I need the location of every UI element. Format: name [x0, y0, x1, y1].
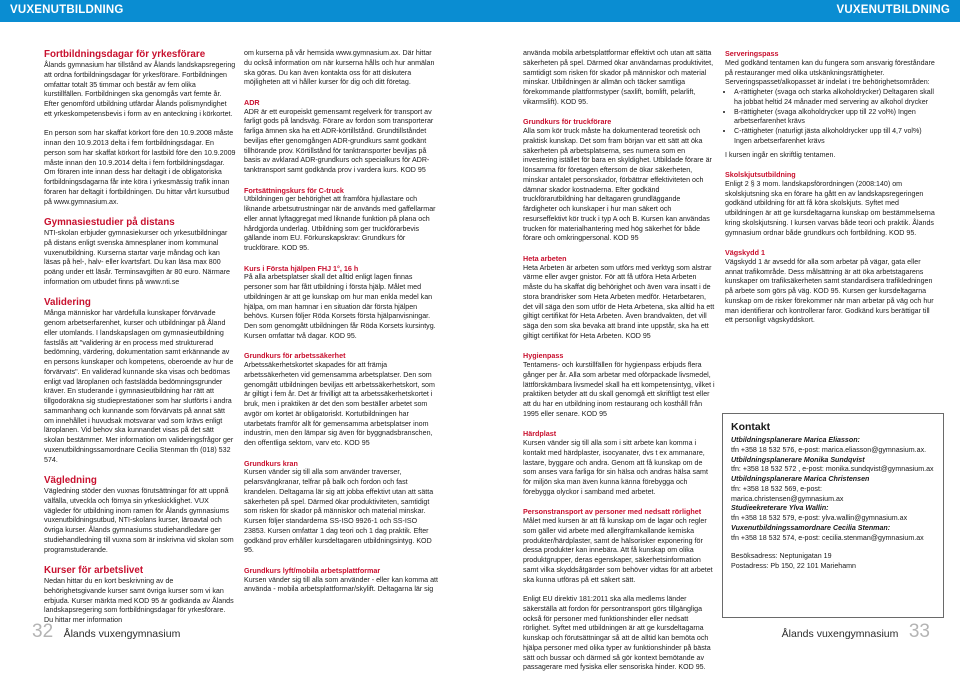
- paragraph: Arbetssäkerhetskortet skapades för att främja arbetssäkerheten vid gemensamma arbetsplatser. Den som genomgått utbildningen beviljas ett arbetssäkerhetskort, som är giltigt i fem år. Det är frivilligt att ta arbetssäkerhetskortet i bruk, men i praktiken är det den som beställer arbetet som avgör om kortet är obligatoriskt. Kortutbildningen har utarbetats framför allt för gemensamma arbetsplatser inom industrin, men den lämpar sig även för byggnadsbranschen, den offentliga sektorn, varv etc. KOD 95: [244, 361, 435, 447]
- paragraph: Målet med kursen är att få kunskap om de lagar och regler som gäller vid arbete med allergiframkallande kemiska produkter/härdplaster, samt de hälsorisker exponering för dessa produkter kan innebära. Att få kunskap om olika produktgrupper, deras egenskaper, säkerhetsinformation samt vilka skyddsåtgärder som behöver vidtas för att arbetet ska kunna utföras på ett säkert sätt.: [523, 517, 713, 584]
- heading-lyft: Grundkurs lyft/mobila arbetsplattformar: [244, 565, 381, 575]
- paragraph: Heta Arbeten är arbeten som utförs med verktyg som alstrar värme eller avger gnistor. För att få utföra Heta Arbeten måste du ha skaffat dig behörighet och även vara insatt i de stora brandrisker som Heta Arbeten medför. Hetarbetaren, det vill säga den som utför de Heta Arbetena, ska alltid ha ett giltigt certifikat för Heta Arbeten. Även brandvakten, det vill säga den som ska bevaka att brand inte uppstår, ska ha ett giltigt certifikat för Heta Arbeten. KOD 95: [523, 263, 715, 340]
- paragraph: På alla arbetsplatser skall det alltid enligt lagen finnas personer som har fått utbildning i första hjälp. Målet med utbildningen är att ge kunskap om hur man enkla medel kan hjälpa, om man hamnar i en situation där första hjälpen behövs. Kursen följer Röda Korsets första hjälpanvisningar. Den som genomgått utbildningen får Röda Korsets kursintyg. Kursen omfattar två dagar. KOD 95.: [244, 273, 436, 340]
- paragraph: om kurserna på vår hemsida www.gymnasium.ax. Där hittar du också information om när kurserna hålls och hur anmälan ska göras. Du kan även kontakta oss för att diskutera möjligheten att vi håller kurser för dig och ditt företag.: [244, 49, 435, 87]
- paragraph: Ålands gymnasium har tillstånd av Ålands landskapsregering att ordna fortbildningsdagar för yrkesförare. Fortbildningen omfattar totalt 35 timmar och består av fem olika kurstillfällen. Fortbildningen ska genomgås vart femte år. Efter genomförd utbildning utfärdar Ålands polismyndighet ett yrkeskompetensbevis i form av en anteckning i körkortet.: [44, 61, 236, 118]
- paragraph: Många människor har värdefulla kunskaper förvärvade genom arbetserfarenhet, kurser och utbildningar på Åland eller utomlands. I landskapslagen om gymnasieutbildning fastslås att "validering är en process med strukturerad bedömning, värdering, dokumentation samt erkännande av en persons kunskaper och kompetens, oberoende av hur de förvärvats". En validerad kunnande ska visas och bedömas enligt vad läroplanen och fastslädda bedömningsgrunder kräver. En studerande i gymnasieutbildning har rätt att tillgodoräkna sig studieprestationer som har slutförts i andra sammanhang och kunnande som förvärvats på annat sätt om innehållet i huvudsak motsvarar vad som krävs enligt läroplanen. Vid behov ska kunnandet visas på det sätt skolan bestämmer. Mer information om valideringsfrågor ger vuxenutbildningssamordnare Cecilia Stenman tfn (018) 532 574.: [44, 309, 234, 464]
- paragraph: Kursen vänder sig till alla som i sitt arbete kan komma i kontakt med härdplaster, isocyanater, dvs t ex ammanare, lastare, byggare och andra. Genom att få kunskap om de som anses vara farliga för sin hälsa och andras hälsa samt för miljön ska man även kunna känna förebygga och förebygga olyckor i samband med arbetet.: [523, 439, 708, 496]
- contact-box: [722, 413, 944, 618]
- paragraph: Kursen vänder sig till alla som använder - eller kan komma att använda - mobila arbetsplattformar/skylift. Deltagarna lär sig: [244, 575, 438, 594]
- list-item: • B-rättigheter (svaga alkoholdrycker upp till 22 vol%) Ingen arbetserfarenhet krävs: [734, 108, 939, 128]
- heading-truck: Grundkurs för truckförare: [523, 117, 612, 127]
- contact-name: Utbildningsplanerare Marica Eliasson:: [731, 436, 860, 444]
- paragraph: Utbildningen ger behörighet att framföra hjullastare och liknande arbetsutrustningar när de används med gaffellarmar eller annat lyftaggregat med liknande funktion på plana och hårdgjorda underlag. Utbildning som ger truckförarbevis gällande inom EU. Förkunskapskrav: Grundkurs för truckförare. KOD 95.: [244, 195, 436, 252]
- column-1: [44, 49, 236, 636]
- list-item: • A-rättigheter (svaga och starka alkoholdrycker) Deltagaren skall ha jobbat heltid 24 månader med servering av alkohol drycker: [734, 88, 939, 108]
- heading-validering: Validering: [44, 297, 91, 309]
- footer-left-text: Ålands vuxengymnasium: [63, 628, 181, 640]
- paragraph: Vägskydd 1 är avsedd för alla som arbetar på vägar, gata eller annat trafikområde. Dess målsättning är att öka arbetstagarens kunskaper om trafiksäkerheten samt standardisera trafikledningen på arbete som görs på väg. KOD 95. Kursen ger kursdeltagarna kunskap om de risker förekommer när man arbetar på väg och hur man identifierar och kontrollerar faror. Godkänd kurs berättigar till ett personligt vägskyddskort.: [725, 257, 934, 325]
- contact-details: tfn: +358 18 532 572 , e-post: monika.sundqvist@gymnasium.ax: [731, 465, 934, 474]
- heading-hygienpass: Hygienpass: [523, 351, 564, 361]
- heading-forsta-hjalpen: Kurs i Första hjälpen FHJ 1°, 16 h: [244, 263, 359, 273]
- contact-name: Utbildningsplanerare Marica Christensen: [731, 475, 870, 483]
- paragraph: Tentamens- och kurstillfällen för hygienpass erbjuds flera gånger per år. Alla som arbetar med oförpackade livsmedel, lättförskämbara livsmedel skall ha ett kompetensintyg, vilket i praktiken betyder att du skall genomgå ett skriftligt test eller att du har en utbildning inom restaurang och kosthåll från 1995 eller senare. KOD 95: [523, 361, 715, 418]
- paragraph: använda mobila arbetsplattformar effektivt och utan att sätta säkerheten på spel. Därmed ökar användarnas produktivitet, samtidigt som risken för skador på människor och material minskar. Utbildningen är allmän och täcker samtliga förekommande plattformstyper (saxlift, bomlift, pelarlift, vikarmslift). KOD 95.: [523, 49, 714, 106]
- paragraph: NTI-skolan erbjuder gymnasiekurser och yrkesutbildningar på distans enligt svenska ämnesplaner inom kommunal vuxenutbildning. Kurserna startar varje måndag och kan läsas på hel-, halv- eller kvartsfart. Du kan läsa max 800 poäng under ett läsår. Terminsavgiften är 80 euro. Närmare information om utbudet finns på www.nti.se: [44, 229, 230, 286]
- contact-details: tfn +358 18 532 574, e-post: cecilia.stenman@gymnasium.ax: [731, 533, 924, 542]
- paragraph: Vägledning stöder den vuxnas förutsättningar för att uppnå välfälla, utveckla och förnya sin yrkeskicklighet. VUX vägleder för utbildning inom ramen för Ålands gymnasiums vuxenutbildningsutbud, NTI-skolans kurser, läroavtal och övriga kurser. Ålands gymnasiums studiehandledare ger studiehandledning till vuxna som är inskrivna vid skolan som programstuderande.: [44, 487, 234, 554]
- footer-left: [32, 622, 180, 644]
- paragraph: Alla som kör truck måste ha dokumenterad teoretisk och praktisk kunskap. Det som fram början var ett sätt att öka säkerheten på arbetsplatserna, ses numera som en investering istället för bara en skyldighet. Utbildade förare är lönsamma för företagen eftersom de ökar säkerheten, minskar antalet personskador, förbättrar effektiviteten och dämnar skador kostnaderna. Efter godkänd truckförarutbildning har deltagaren grundläggande färdigheter och kunskaper i hur man säkert och resurseffektivt kör truck i typ A och B. Kursen kan användas trucken för materialhantering med hög säkerhet för både förare och omkringpersonal. KOD 95: [523, 127, 712, 243]
- paragraph: En person som har skaffat körkort före den 10.9.2008 måste innan den 10.9.2013 delta i fem fortbildningsdagar. En person som har skaffat körkort för lastbild före den 10.9.2009 måste innan den 10.9.2014 delta i fem fortbildningsdagar. Om föraren inte innan dess har deltagit i de obligatoriska fortbildningsdagarna får inte köra i yrkesmässig trafik innan föraren har deltagit i fortbildningen. Du hittar vårt kursutbud på www.gymnasium.ax.: [44, 129, 236, 206]
- contact-name: Utbildningsplanerare Monika Sundqvist: [731, 455, 865, 464]
- heading-ctruck: Fortsättningskurs för C-truck: [244, 185, 344, 195]
- contact-name: Vuxenutbildningssamordnare Cecilia Stenman:: [731, 523, 891, 532]
- postal-address: Postadress: Pb 150, 22 101 Mariehamn: [731, 562, 857, 570]
- heading-kurser: Kurser för arbetslivet: [44, 565, 144, 576]
- contact-title: Kontakt: [731, 421, 771, 433]
- list-item: • C-rättigheter (naturligt jästa alkoholdrycker upp till 4,7 vol%) Ingen arbetserfarenhet krävs: [734, 127, 939, 147]
- heading-kran: Grundkurs kran: [244, 458, 298, 468]
- contact-details: tfn: +358 18 532 569, e-post: marica.christensen@gymnasium.ax: [731, 484, 844, 503]
- paragraph: ADR är ett europeiskt gemensamt regelverk för transport av farligt gods på landsväg. Förare av fordon som transporterar farliga ämnen ska ha ett ADR-körtillstånd. Grundtillståndet beviljas efter genomgången ADR-grundkurs samt godkänt tillhörande prov. Körtillstånd för tanktransporter beviljas på basis av avklarad ADR-grundkurs och specialkurs för ADR-tanktransport samt godkända prov i vardera kurs. KOD 95: [244, 107, 434, 174]
- heading-serveringspass: Serveringspass: [725, 49, 779, 58]
- paragraph: Kursen vänder sig till alla som använder traverser, pelarsvängkranar, telfrar på balk och fordon och fast krandelen. Deltagarna lär sig att jobba effektivt utan att sätta säkerheten på spel. Därmed ökar produktiviteten, samtidigt som risken för skador på människor och material minskar. Kursen följer standarderna SS-ISO 9926-1 och SS-ISO 23853. Kursen omfattar 1 dag teori och 1 dag praktik. Efter godkänd prov erhåller kursdeltagaren utbildningsintyg. KOD 95.: [244, 468, 434, 555]
- heading-vagledning: Vägledning: [44, 475, 97, 486]
- paragraph: I kursen ingår en skriftlig tentamen.: [725, 150, 836, 159]
- paragraph: Enligt 2 § 3 mom. landskapsförordningen (2008:140) om skolskjutsning ska en förare ha gått en av landskapsregeringen godkänd utbildning för att få köra skolskjuts. Syftet med utbildningen är att ge kursdeltagarna kunskap om bestämmelserna kring skolskjutsning. I kursen varvas både teori och praktik. Ålands gymnasium ordnar både grundkurs och fortbildning. KOD 95.: [725, 179, 935, 237]
- heading-persontransport: Personstransport av personer med nedsatt rörlighet: [523, 507, 702, 517]
- heading-adr: ADR: [244, 97, 260, 107]
- contact-name: Studieekreterare Ylva Wallin:: [731, 504, 829, 513]
- bullet-list: [725, 88, 939, 147]
- paragraph: Enligt EU direktiv 181:2011 ska alla medlems länder säkerställa att fordon för persontransport görs tillgängliga också för personer med funktionshinder eller nedsatt rörlighet. Syftet med utbildningen är att ge kursdeltagarna kunskap och förutsättningar så att de alltid kan bemöta och hjälpa personer med olika typer av funktionshinder på bästa sätt och bussar och därmed så gör kontext bemötande av passagerare med fysiska eller sensoriska hinder. KOD 95.: [523, 595, 711, 672]
- heading-skolskjuts: Skolskjutsutbildning: [725, 170, 796, 179]
- heading-fortbildning: Fortbildningsdagar för yrkesförare: [44, 49, 206, 60]
- paragraph: Med godkänd tentamen kan du fungera som ansvarig föreståndare på restauranger med olika utskänkningsrättigheter. Serveringspasset/alkopasset är indelat i tre behörighetsområden:: [725, 58, 935, 87]
- paragraph: Nedan hittar du en kort beskrivning av de behörighetsgivande kurser samt övriga kurser som vi kan erbjuda. Kurser märkta med KOD 95 är godkända av Ålands landskapsregering som fortbildningsdagar för yrkesförare. Du hittar mer information: [44, 577, 234, 624]
- header-right-label: VUXENUTBILDNING: [836, 4, 950, 16]
- heading-vagskydd: Vägskydd 1: [725, 248, 765, 257]
- footer-right-text: Ålands vuxengymnasium: [781, 628, 899, 640]
- page-number-right: 33: [908, 621, 930, 642]
- contact-details: tfn +358 18 532 579, e-post: ylva.wallin@gymnasium.ax: [731, 514, 908, 522]
- heading-heta: Heta arbeten: [523, 253, 567, 263]
- heading-arbetssakerhet: Grundkurs för arbetssäkerhet: [244, 351, 346, 361]
- heading-gymnasiestudier: Gymnasiestudier på distans: [44, 217, 175, 228]
- header-left-label: VUXENUTBILDNING: [10, 4, 124, 16]
- column-3: [523, 49, 716, 683]
- page-number-left: 32: [32, 621, 54, 642]
- column-2: [244, 49, 440, 605]
- heading-hardplast: Härdplast: [523, 429, 557, 439]
- column-4: [725, 49, 939, 336]
- header-bar: [0, 0, 960, 22]
- visit-address: Besöksadress: Neptunigatan 19: [731, 552, 832, 561]
- contact-details: tfn +358 18 532 576, e-post: marica.eliasson@gymnasium.ax.: [731, 445, 927, 454]
- footer-right: [782, 622, 930, 644]
